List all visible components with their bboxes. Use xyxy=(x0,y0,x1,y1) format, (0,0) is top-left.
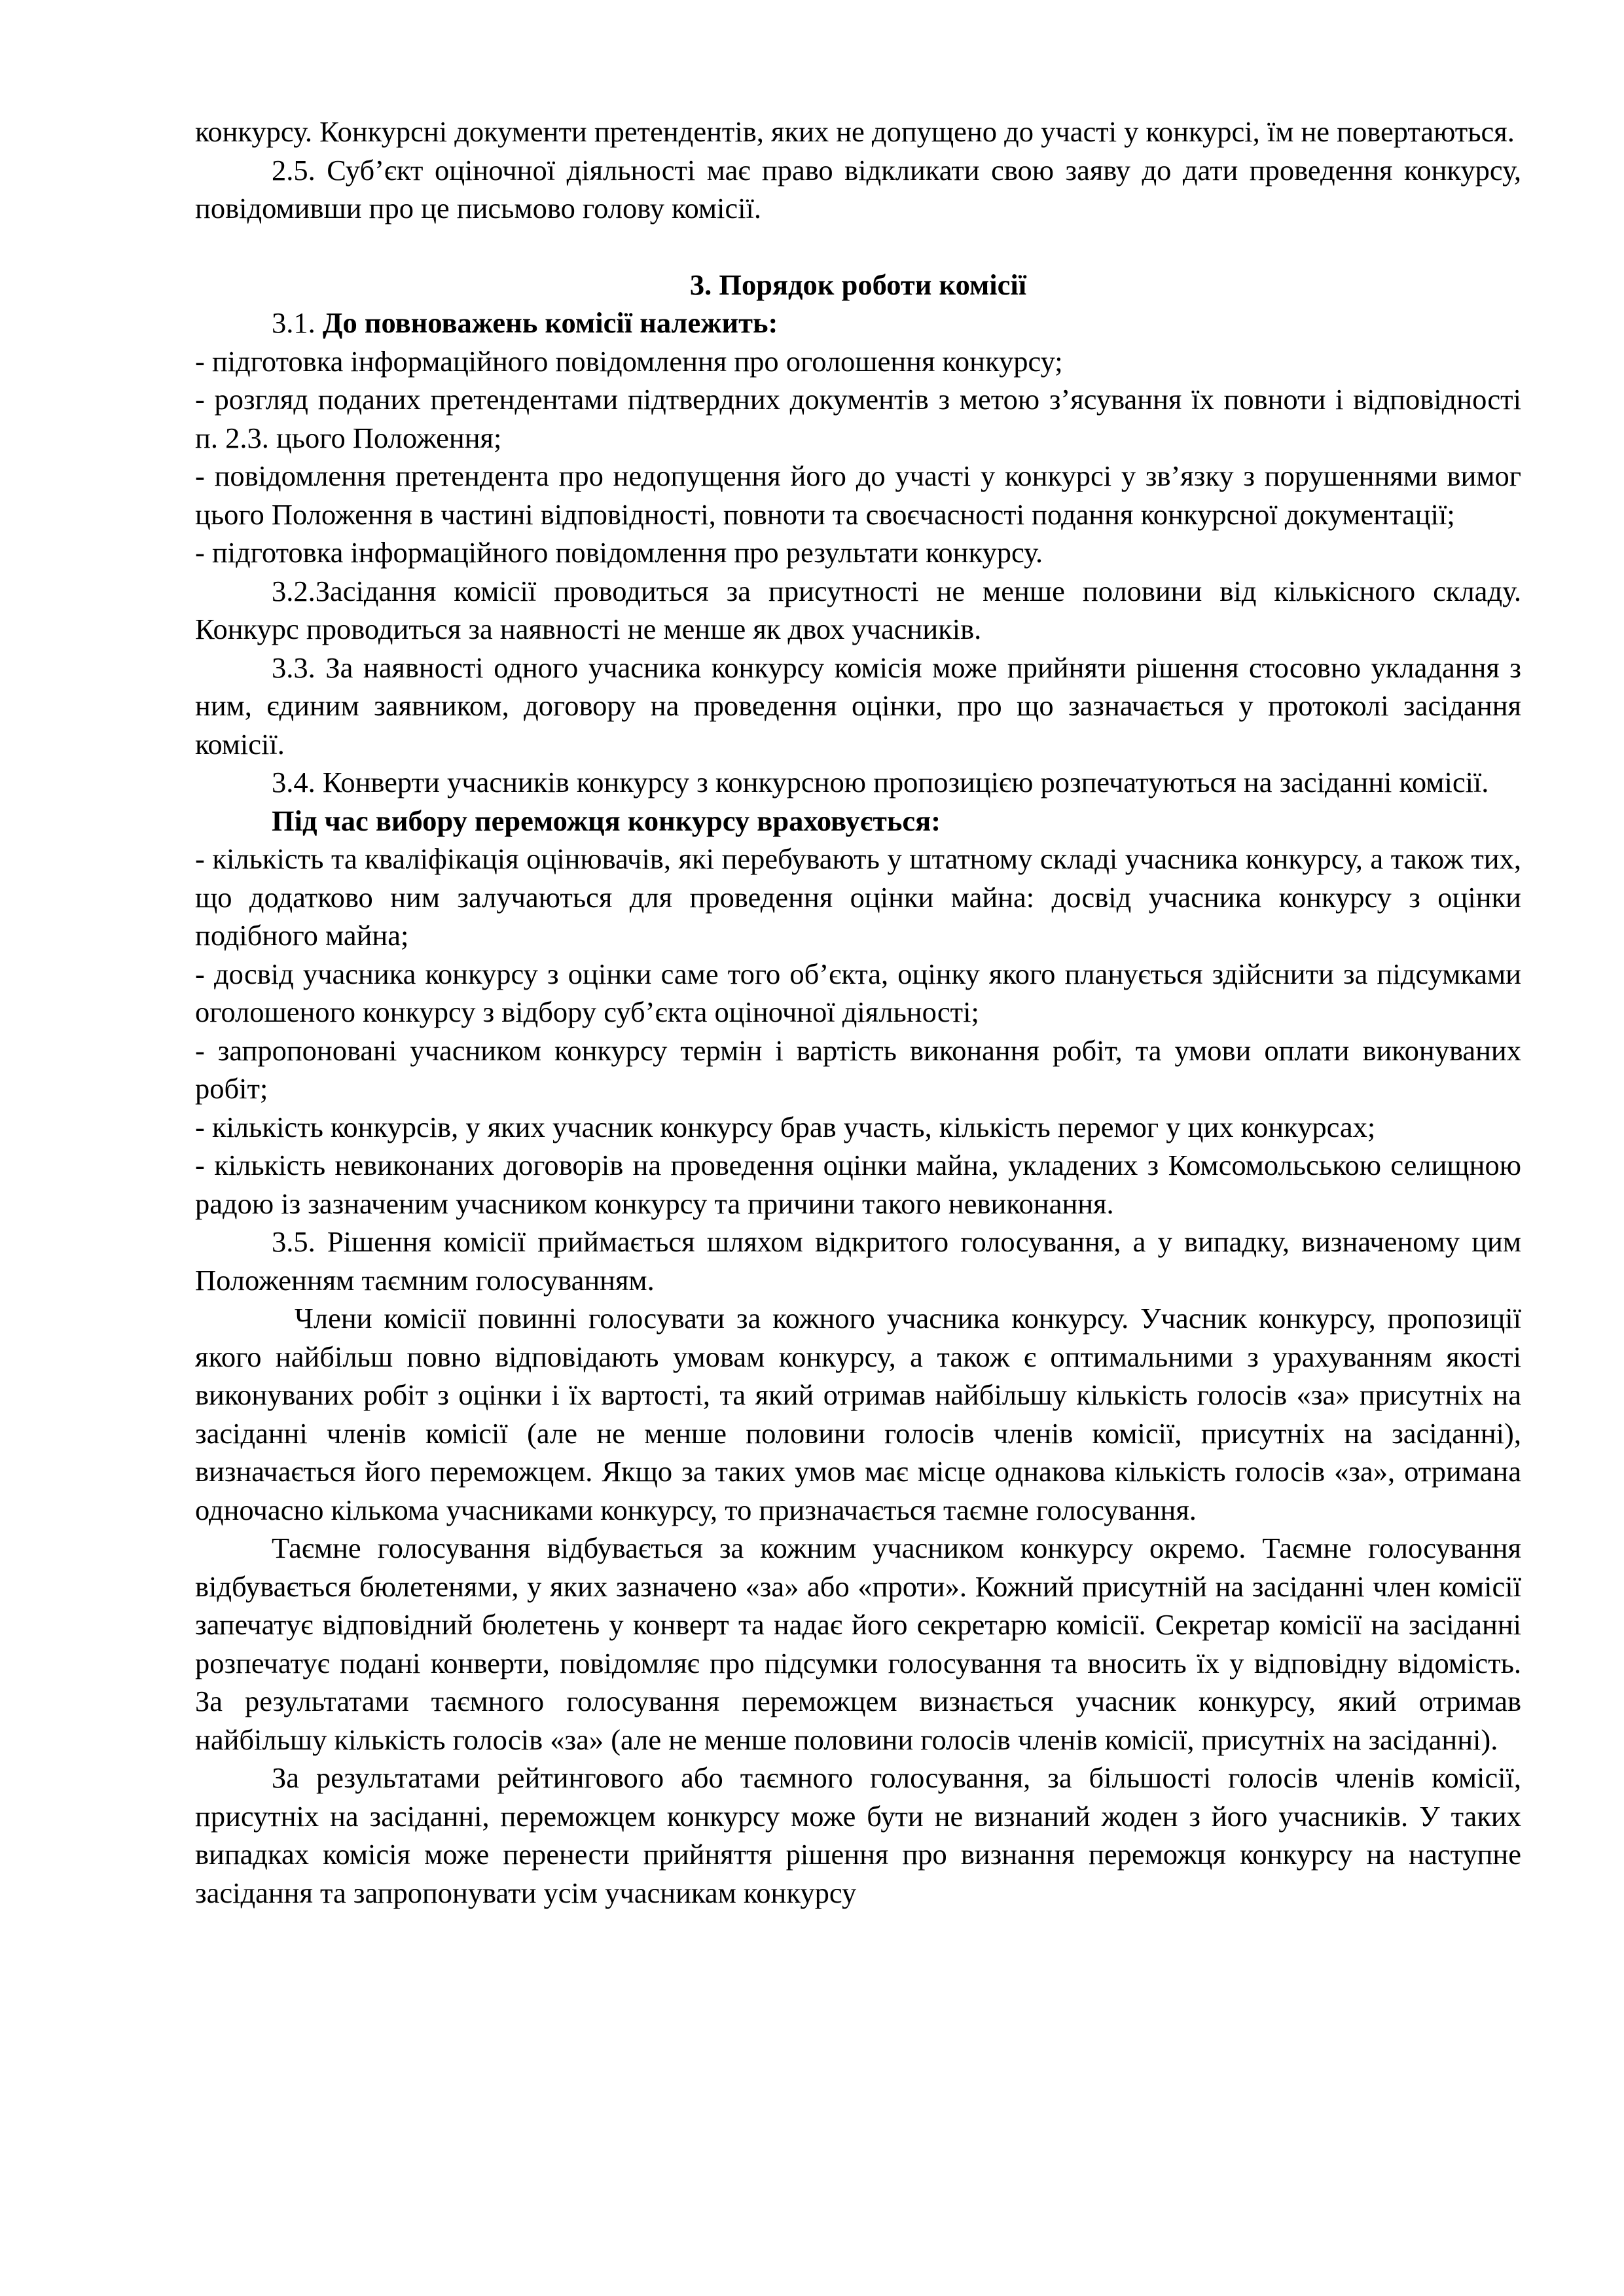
list-item: - кількість та кваліфікація оцінювачів, які перебувають у штатному складі учасника конкурсу, а також тих, що додатково ним залучаються для проведення оцінки майна: досвід учасника конкурсу з оцінки подібного майна; xyxy=(195,842,1521,952)
list-item: - кількість конкурсів, у яких учасник конкурсу брав участь, кількість перемог у цих конкурсах; xyxy=(195,1110,1376,1143)
criteria-heading: Під час вибору переможця конкурсу враховується: xyxy=(272,804,941,837)
list-item: - повідомлення претендента про недопущення його до участі у конкурсі у зв’язку з порушеннями вимог цього Положення в частині відповідності, повноти та своєчасності подання конкурсної документації; xyxy=(195,459,1521,531)
section-heading: 3. Порядок роботи комісії xyxy=(689,268,1027,301)
paragraph-3-4: 3.4. Конверти учасників конкурсу з конкурсною пропозицією розпечатуються на засіданні комісії. xyxy=(272,766,1489,798)
list-item: - кількість невиконаних договорів на проведення оцінки майна, укладених з Комсомольською селищною радою із зазначеним учасником конкурсу та причини такого невиконання. xyxy=(195,1149,1521,1220)
paragraph-3-2: 3.2.Засідання комісії проводиться за присутності не менше половини від кількісного складу. Конкурс проводиться за наявності не менше як двох учасників. xyxy=(195,574,1521,645)
list-item: - розгляд поданих претендентами підтвердних документів з метою з’ясування їх повноти і відповідності п. 2.3. цього Положення; xyxy=(195,383,1521,454)
paragraph-3-1 xyxy=(195,304,1521,342)
list-item: - досвід учасника конкурсу з оцінки саме того об’єкта, оцінку якого планується здійснити за підсумками оголошеного конкурсу з відбору суб’єкта оціночної діяльності; xyxy=(195,957,1521,1028)
paragraph-3-5: 3.5. Рішення комісії приймається шляхом відкритого голосування, а у випадку, визначеному цим Положенням таємним голосуванням. xyxy=(195,1225,1521,1297)
paragraph-3-3: 3.3. За наявності одного учасника конкурсу комісія може прийняти рішення стосовно укладання з ним, єдиним заявником, договору на проведення оцінки, про що зазначається у протоколі засідання комісії. xyxy=(195,651,1521,761)
paragraph-secret-voting: Таємне голосування відбувається за кожним учасником конкурсу окремо. Таємне голосування відбувається бюлетенями, у яких зазначено «за» або «проти». Кожний присутній на засіданні член комісії запечатує відповідний бюлетень у конверт та надає його секретарю комісії. Секретар комісії на засіданні розпечатує подані конверти, повідомляє про підсумки голосування та вносить їх у відповідну відомість. За результатами таємного голосування переможцем визнається учасник конкурсу, який отримав найбільшу кількість голосів «за» (але не менше половини голосів членів комісії, присутніх на засіданні). xyxy=(195,1532,1521,1756)
list-item: - підготовка інформаційного повідомлення про результати конкурсу. xyxy=(195,536,1043,569)
document-page xyxy=(195,113,1521,1912)
paragraph-voting: Члени комісії повинні голосувати за кожного учасника конкурсу. Учасник конкурсу, пропозиції якого найбільш повно відповідають умовам конкурсу, а також є оптимальними з урахуванням якості виконуваних робіт з оцінки і їх вартості, та який отримав найбільшу кількість голосів «за» присутніх на засіданні членів комісії (але не менше половини голосів членів комісії, присутніх на засіданні), визначається його переможцем. Якщо за таких умов має місце однакова кількість голосів «за», отримана одночасно кількома учасниками конкурсу, то призначається таємне голосування. xyxy=(195,1302,1521,1526)
list-item: - підготовка інформаційного повідомлення про оголошення конкурсу; xyxy=(195,344,1063,378)
list-item: - запропоновані учасником конкурсу термін і вартість виконання робіт, та умови оплати виконуваних робіт; xyxy=(195,1033,1521,1105)
clause-title: До повноважень комісії належить: xyxy=(322,306,778,339)
paragraph-results: За результатами рейтингового або таємного голосування, за більшості голосів членів комісії, присутніх на засіданні, переможцем конкурсу може бути не визнаний жоден з його учасників. У таких випадках комісія може перенести прийняття рішення про визнання переможця конкурсу на наступне засідання та запропонувати усім учасникам конкурсу xyxy=(195,1761,1521,1909)
paragraph-2-5: 2.5. Суб’єкт оціночної діяльності має право відкликати свою заяву до дати проведення конкурсу, повідомивши про це письмово голову комісії. xyxy=(195,153,1521,224)
clause-number: 3.1. xyxy=(272,306,323,339)
paragraph-continuation: конкурсу. Конкурсні документи претендентів, яких не допущено до участі у конкурсі, їм не повертаються. xyxy=(195,115,1515,148)
